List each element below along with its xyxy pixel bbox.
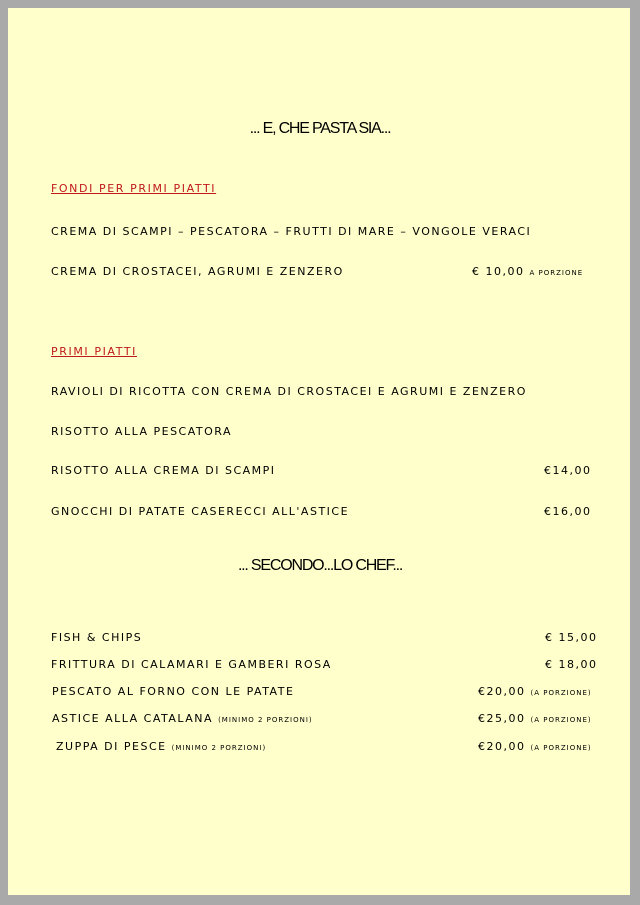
menu-item: PESCATO AL FORNO CON LE PATATE: [52, 685, 295, 698]
menu-item: [52, 712, 313, 725]
item-price: €14,00: [544, 464, 592, 477]
item-name: ZUPPA DI PESCE: [56, 740, 167, 753]
price-value: €20,00: [478, 685, 526, 698]
menu-item: RISOTTO ALLA CREMA DI SCAMPI: [51, 464, 276, 477]
menu-item: FRITTURA DI CALAMARI E GAMBERI ROSA: [51, 658, 332, 671]
item-name: ASTICE ALLA CATALANA: [52, 712, 214, 725]
menu-page: [8, 8, 630, 895]
item-price: [472, 265, 583, 278]
menu-item: RISOTTO ALLA PESCATORA: [51, 425, 233, 438]
price-note: (A PORZIONE): [530, 716, 592, 724]
price-value: €25,00: [478, 712, 526, 725]
item-price: € 15,00: [545, 631, 598, 644]
menu-item: CREMA DI CROSTACEI, AGRUMI E ZENZERO: [51, 265, 344, 278]
menu-item: CREMA DI SCAMPI – PESCATORA – FRUTTI DI MARE – VONGOLE VERACI: [51, 225, 532, 238]
primi-heading: PRIMI PIATTI: [51, 345, 137, 358]
price-note: A PORZIONE: [529, 269, 584, 277]
menu-item: GNOCCHI DI PATATE CASERECCI ALL'ASTICE: [51, 505, 350, 518]
price-note: (A PORZIONE): [530, 744, 592, 752]
pasta-section-title: ... E, CHE PASTA SIA...: [249, 120, 391, 137]
fondi-heading: FONDI PER PRIMI PIATTI: [51, 182, 217, 195]
menu-item: RAVIOLI DI RICOTTA CON CREMA DI CROSTACEI E AGRUMI E ZENZERO: [51, 385, 527, 398]
item-price: € 18,00: [545, 658, 598, 671]
menu-item: [56, 740, 266, 753]
item-price: [478, 740, 592, 753]
price-note: (A PORZIONE): [530, 689, 592, 697]
secondi-section-title: ... SECONDO...LO CHEF...: [237, 557, 403, 574]
item-price: €16,00: [544, 505, 592, 518]
item-price: [478, 685, 592, 698]
item-price: [478, 712, 592, 725]
item-name-note: (MINIMO 2 PORZIONI): [171, 744, 267, 752]
price-value: € 10,00: [472, 265, 525, 278]
item-name-note: (MINIMO 2 PORZIONI): [218, 716, 313, 724]
menu-item: FISH & CHIPS: [51, 631, 143, 644]
price-value: €20,00: [478, 740, 526, 753]
